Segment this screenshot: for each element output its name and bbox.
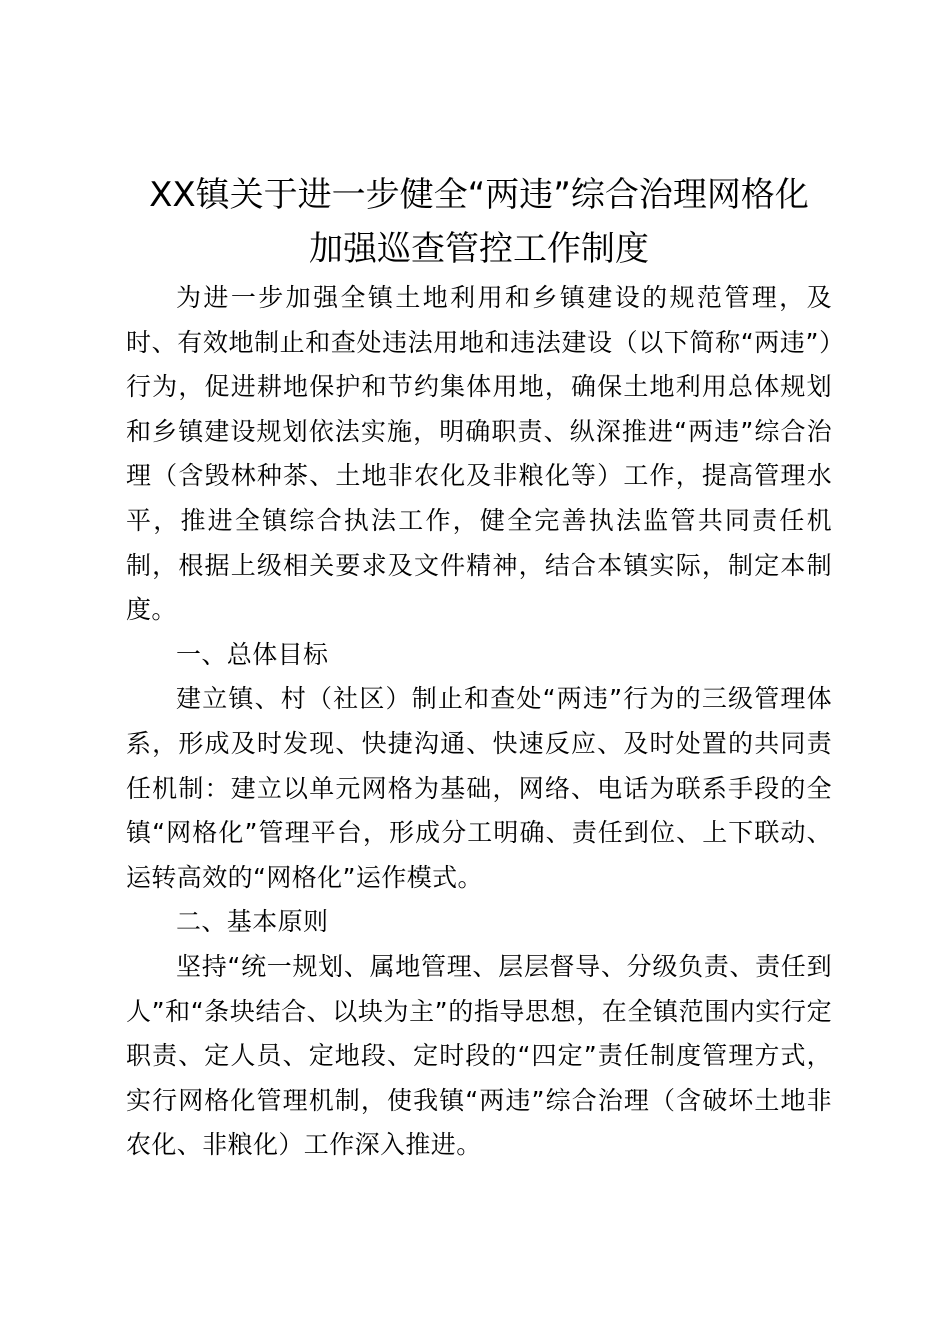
title-line-1: XX镇关于进一步健全“两违”综合治理网格化 [149,175,809,215]
section-body-2: 坚持“统一规划、属地管理、层层督导、分级负责、责任到人”和“条块结合、以块为主”的指导思想，在全镇范围内实行定职责、定人员、定地段、定时段的“四定”责任制度管理方式，实行网格化管理机制，使我镇“两违”综合治理（含破坏土地非农化、非粮化）工作深入推进。 [126,951,832,1160]
section-heading-2: 二、基本原则 [176,907,329,937]
title-line-2: 加强巡查管控工作制度 [309,229,649,269]
section-body-1: 建立镇、村（社区）制止和查处“两违”行为的三级管理体系，形成及时发现、快捷沟通、快速反应、及时处置的共同责任机制：建立以单元网格为基础，网络、电话为联系手段的全镇“网格化”管理平台，形成分工明确、责任到位、上下联动、运转高效的“网格化”运作模式。 [126,684,832,892]
document-page [126,168,832,1168]
section-heading-1: 一、总体目标 [176,639,329,669]
document-title [99,168,859,276]
intro-paragraph: 为进一步加强全镇土地利用和乡镇建设的规范管理，及时、有效地制止和查处违法用地和违法建设（以下简称“两违”）行为，促进耕地保护和节约集体用地，确保土地利用总体规划和乡镇建设规划依法实施，明确职责、纵深推进“两违”综合治理（含毁林种茶、土地非农化及非粮化等）工作，提高管理水平，推进全镇综合执法工作，健全完善执法监管共同责任机制，根据上级相关要求及文件精神，结合本镇实际，制定本制度。 [126,283,832,625]
